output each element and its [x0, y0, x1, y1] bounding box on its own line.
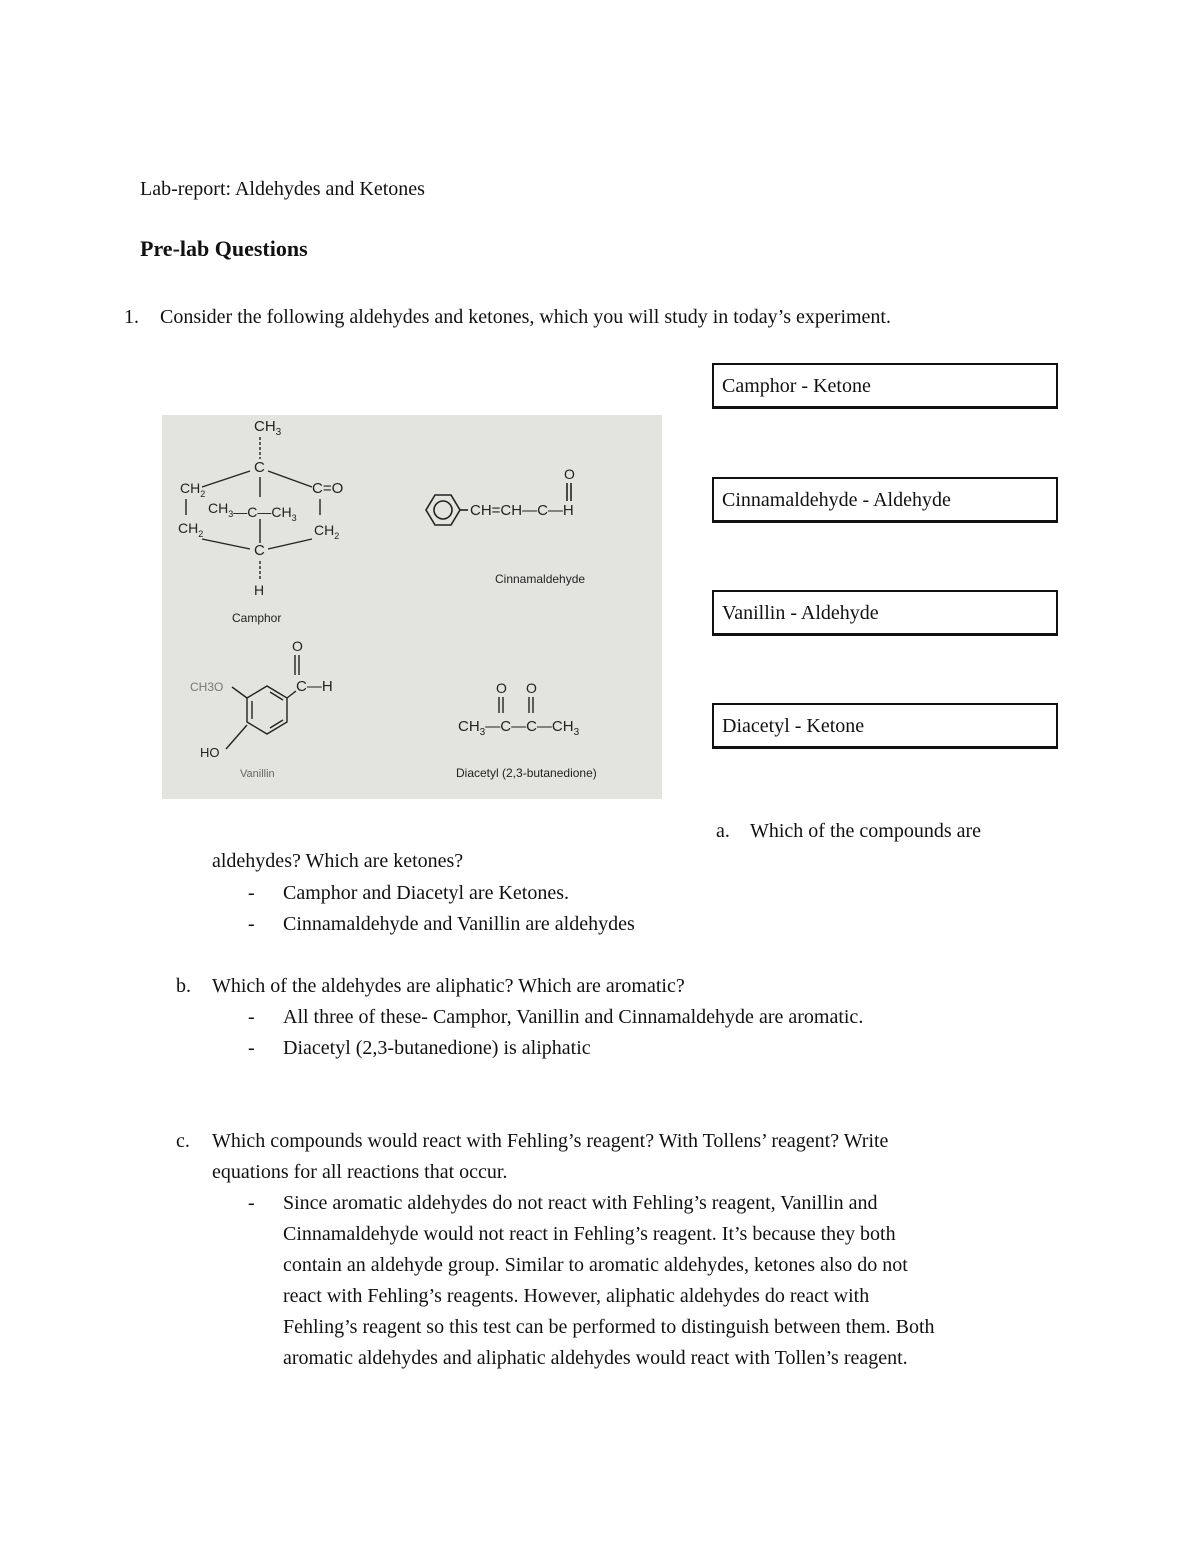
cinnamaldehyde-structure — [426, 466, 575, 525]
bullet-dash: - — [248, 1192, 255, 1214]
part-c-answer-line: aromatic aldehydes and aliphatic aldehydes would react with Tollen’s reagent. — [283, 1347, 908, 1369]
svg-text:O: O — [496, 680, 507, 696]
question-text: Consider the following aldehydes and ketones, which you will study in today’s experiment. — [160, 306, 891, 328]
cinnamaldehyde-label: Cinnamaldehyde — [495, 572, 586, 586]
svg-text:O: O — [564, 466, 575, 482]
part-a-answer: Camphor and Diacetyl are Ketones. — [283, 882, 570, 904]
part-c-answer-line: Fehling’s reagent so this test can be performed to distinguish between them. Both — [283, 1316, 935, 1338]
svg-text:CH3—C—C—CH3: $CH_3—C—C—CH_3$ — [458, 718, 580, 738]
svg-text:C—H: C—H — [296, 678, 333, 695]
part-c-answer-line: contain an aldehyde group. Similar to aromatic aldehydes, ketones also do not — [283, 1254, 908, 1276]
svg-text:CH2: $CH_2$ — [314, 522, 340, 541]
bullet-dash: - — [248, 1006, 255, 1028]
part-b-question: Which of the aldehydes are aliphatic? Which are aromatic? — [212, 975, 685, 997]
svg-text:C: C — [254, 542, 265, 559]
part-a-question-line2: aldehydes? Which are ketones? — [212, 850, 464, 872]
diacetyl-label: Diacetyl (2,3-butanedione) — [456, 766, 597, 780]
svg-text:CH=CH—C—H: CH=CH—C—H — [470, 502, 574, 519]
svg-text:C: C — [254, 459, 265, 476]
part-b-answer: All three of these- Camphor, Vanillin and Cinnamaldehyde are aromatic. — [283, 1006, 864, 1028]
svg-text:CH3—C—CH3: $CH_3—C—CH_3$ — [208, 500, 297, 523]
vanillin-structure — [190, 638, 333, 760]
part-c-letter: c. — [176, 1130, 190, 1152]
part-a-answer: Cinnamaldehyde and Vanillin are aldehydes — [283, 913, 635, 935]
camphor-ch3-top: $CH_3$ — [254, 418, 282, 438]
svg-text:CH2: $CH_2$ — [180, 480, 206, 499]
part-c-question-line: Which compounds would react with Fehling’s reagent? With Tollens’ reagent? Write — [212, 1130, 889, 1152]
svg-text:H: H — [254, 582, 265, 598]
chemical-structures-image — [162, 415, 662, 799]
section-heading: Pre-lab Questions — [140, 236, 308, 261]
classification-box-vanillin: Vanillin - Aldehyde — [712, 590, 1058, 636]
part-c-answer-line: Since aromatic aldehydes do not react with Fehling’s reagent, Vanillin and — [283, 1192, 878, 1214]
classification-box-camphor: Camphor - Ketone — [712, 363, 1058, 409]
svg-text:C=O: C=O — [312, 480, 344, 497]
part-a-letter: a. — [716, 820, 730, 842]
bullet-dash: - — [248, 882, 255, 904]
vanillin-label: Vanillin — [240, 768, 275, 780]
svg-text:O: O — [292, 638, 303, 654]
bullet-dash: - — [248, 1037, 255, 1059]
classification-box-diacetyl: Diacetyl - Ketone — [712, 703, 1058, 749]
camphor-label: Camphor — [232, 611, 282, 625]
part-a-question-line1: Which of the compounds are — [750, 820, 982, 842]
part-b-letter: b. — [176, 975, 191, 997]
svg-text:CH3O: CH3O — [190, 680, 224, 694]
svg-text:HO: HO — [200, 745, 220, 760]
question-number: 1. — [124, 306, 139, 328]
part-b-answer: Diacetyl (2,3-butanedione) is aliphatic — [283, 1037, 591, 1059]
part-c-question-line: equations for all reactions that occur. — [212, 1161, 508, 1183]
svg-text:CH2: $CH_2$ — [178, 520, 204, 539]
classification-box-cinnamaldehyde: Cinnamaldehyde - Aldehyde — [712, 477, 1058, 523]
part-c-answer-line: react with Fehling’s reagents. However, aliphatic aldehydes do react with — [283, 1285, 870, 1307]
camphor-structure — [178, 418, 343, 598]
bullet-dash: - — [248, 913, 255, 935]
diacetyl-structure — [458, 680, 580, 738]
part-c-answer-line: Cinnamaldehyde would not react in Fehling’s reagent. It’s because they both — [283, 1223, 896, 1245]
svg-text:O: O — [526, 680, 537, 696]
document-title: Lab-report: Aldehydes and Ketones — [140, 178, 425, 200]
